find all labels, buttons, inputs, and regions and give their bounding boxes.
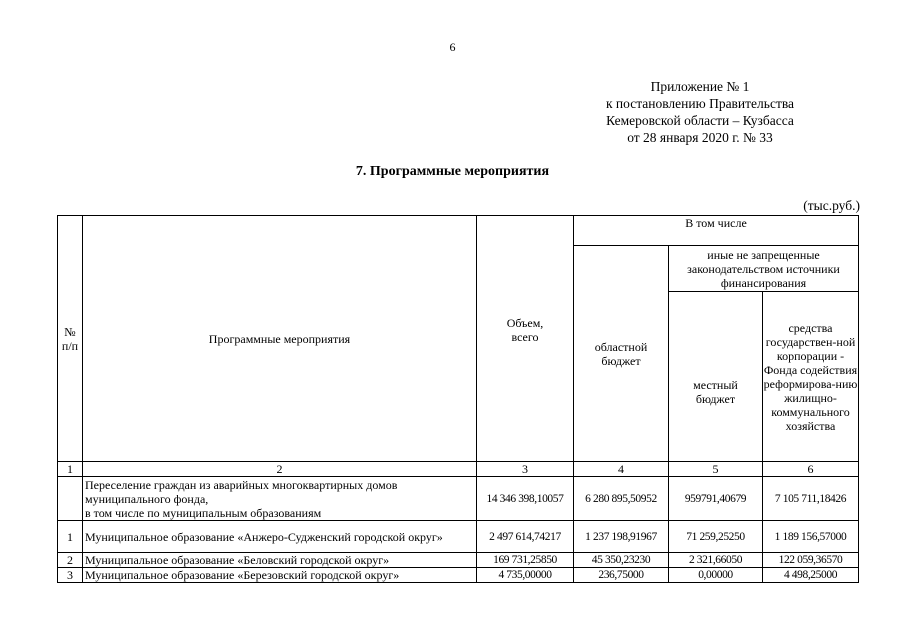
row-index: 2 xyxy=(58,553,83,568)
header-fund: средства государствен-ной корпорации - Фонда содействия реформирова-нию жилищно-коммунального хозяйства xyxy=(763,292,859,462)
header-including: В том числе xyxy=(574,216,859,246)
page-number: 6 xyxy=(449,40,456,54)
row-fund: 7 105 711,18426 xyxy=(763,477,859,521)
row-total: 4 735,00000 xyxy=(477,568,574,583)
appendix-block xyxy=(585,78,815,146)
table-row xyxy=(58,521,859,553)
row-fund: 4 498,25000 xyxy=(763,568,859,583)
row-regional: 6 280 895,50952 xyxy=(574,477,669,521)
column-number: 4 xyxy=(574,462,669,477)
appendix-line: от 28 января 2020 г. № 33 xyxy=(627,130,773,145)
header-num: № п/п xyxy=(58,216,83,462)
header-regional: областной бюджет xyxy=(574,246,669,462)
row-regional: 1 237 198,91967 xyxy=(574,521,669,553)
table-row xyxy=(58,553,859,568)
row-total: 2 497 614,74217 xyxy=(477,521,574,553)
program-table xyxy=(57,215,859,583)
row-index xyxy=(58,477,83,521)
units-label: (тыс.руб.) xyxy=(803,198,860,213)
row-name: Муниципальное образование «Беловский городской округ» xyxy=(83,553,477,568)
header-total: Объем, всего xyxy=(477,216,574,462)
appendix-line: Кемеровской области – Кузбасса xyxy=(606,113,794,128)
row-local: 71 259,25250 xyxy=(669,521,763,553)
row-index: 3 xyxy=(58,568,83,583)
row-regional: 45 350,23230 xyxy=(574,553,669,568)
row-local: 2 321,66050 xyxy=(669,553,763,568)
table-row xyxy=(58,568,859,583)
row-total: 169 731,25850 xyxy=(477,553,574,568)
row-regional: 236,75000 xyxy=(574,568,669,583)
row-fund: 122 059,36570 xyxy=(763,553,859,568)
column-number: 3 xyxy=(477,462,574,477)
column-number-row xyxy=(58,462,859,477)
header-local: местный бюджет xyxy=(669,292,763,462)
row-name: Муниципальное образование «Березовский городской округ» xyxy=(83,568,477,583)
column-number: 2 xyxy=(83,462,477,477)
header-other-sources: иные не запрещенные законодательством источники финансирования xyxy=(669,246,859,292)
row-local: 0,00000 xyxy=(669,568,763,583)
row-index: 1 xyxy=(58,521,83,553)
table-row xyxy=(58,477,859,521)
row-total: 14 346 398,10057 xyxy=(477,477,574,521)
appendix-line: Приложение № 1 xyxy=(650,79,750,94)
column-number: 5 xyxy=(669,462,763,477)
column-number: 6 xyxy=(763,462,859,477)
row-fund: 1 189 156,57000 xyxy=(763,521,859,553)
row-name: Переселение граждан из аварийных многоквартирных домов муниципального фонда, в том числе по муниципальным образованиям xyxy=(83,477,477,521)
row-local: 959791,40679 xyxy=(669,477,763,521)
column-number: 1 xyxy=(58,462,83,477)
section-title: 7. Программные мероприятия xyxy=(355,164,550,179)
appendix-line: к постановлению Правительства xyxy=(605,96,795,111)
header-name: Программные мероприятия xyxy=(83,216,477,462)
row-name: Муниципальное образование «Анжеро-Судженский городской округ» xyxy=(83,521,477,553)
